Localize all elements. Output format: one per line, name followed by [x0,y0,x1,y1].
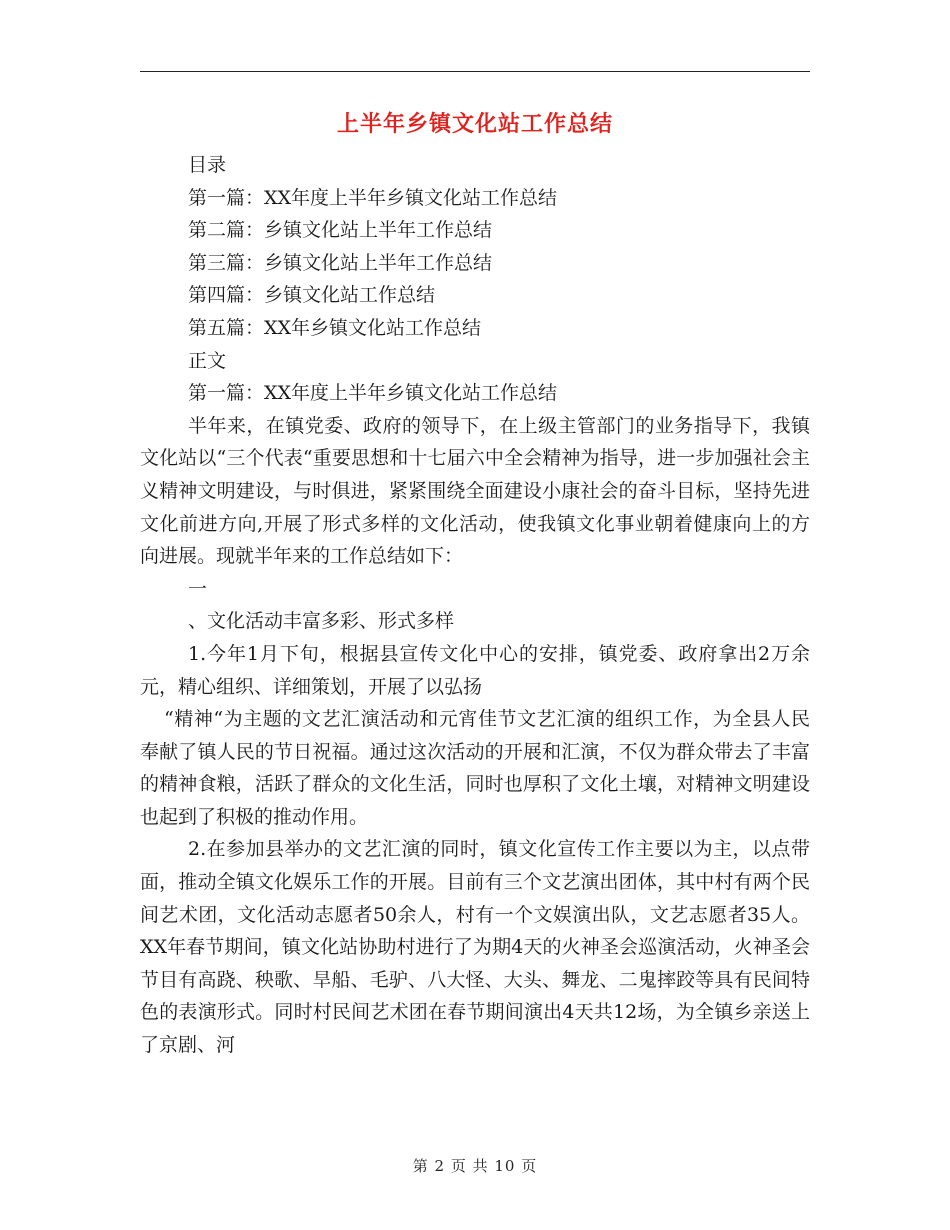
item1-continuation: “精神“为主题的文艺汇演活动和元宵佳节文艺汇演的组织工作，为全县人民奉献了镇人民的节日祝福。通过这次活动的开展和汇演，不仅为群众带去了丰富的精神食粮，活跃了群众的文化生活，同时也厚积了文化土壤，对精神文明建设也起到了积极的推动作用。 [140,708,810,828]
document-body [140,149,810,1062]
section-number: 一 [188,577,208,600]
toc-item: 第五篇：XX年乡镇文化站工作总结 [188,316,482,339]
toc-item: 第三篇：乡镇文化站上半年工作总结 [188,251,493,274]
chapter-title: 第一篇：XX年度上半年乡镇文化站工作总结 [188,382,558,405]
header-rule [140,71,810,72]
toc-heading: 目录 [188,154,227,176]
toc-item: 第一篇：XX年度上半年乡镇文化站工作总结 [188,186,558,209]
body-heading: 正文 [188,349,227,372]
item1-paragraph: 1.今年1月下旬，根据县宣传文化中心的安排，镇党委、政府拿出2万余元，精心组织、详细策划，开展了以弘扬 [140,642,810,698]
toc-item: 第二篇：乡镇文化站上半年工作总结 [188,219,493,242]
toc-item: 第四篇：乡镇文化站工作总结 [188,284,436,307]
item2-paragraph: 2.在参加县举办的文艺汇演的同时，镇文化宣传工作主要以为主，以点带面，推动全镇文化娱乐工作的开展。目前有三个文艺演出团体，其中村有两个民间艺术团，文化活动志愿者50余人，村有一个文娱演出队，文艺志愿者35人。XX年春节期间，镇文化站协助村进行了为期4天的火神圣会巡演活动，火神圣会节目有高跷、秧歌、旱船、毛驴、八大怪、大头、舞龙、二鬼摔跤等具有民间特色的表演形式。同时村民间艺术团在春节期间演出4天共12场，为全镇乡亲送上了京剧、河 [140,838,810,1057]
page-indicator: 第 2 页 共 10 页 [412,1157,538,1175]
document-title: 上半年乡镇文化站工作总结 [336,112,613,137]
intro-paragraph: 半年来，在镇党委、政府的领导下，在上级主管部门的业务指导下，我镇文化站以“三个代表“重要思想和十七届六中全会精神为指导，进一步加强社会主义精神文明建设，与时俱进，紧紧围绕全面建设小康社会的奋斗目标，坚持先进文化前进方向,开展了形式多样的文化活动，使我镇文化事业朝着健康向上的方向进展。现就半年来的工作总结如下： [140,414,810,568]
section-title: 、文化活动丰富多彩、形式多样 [188,610,455,633]
